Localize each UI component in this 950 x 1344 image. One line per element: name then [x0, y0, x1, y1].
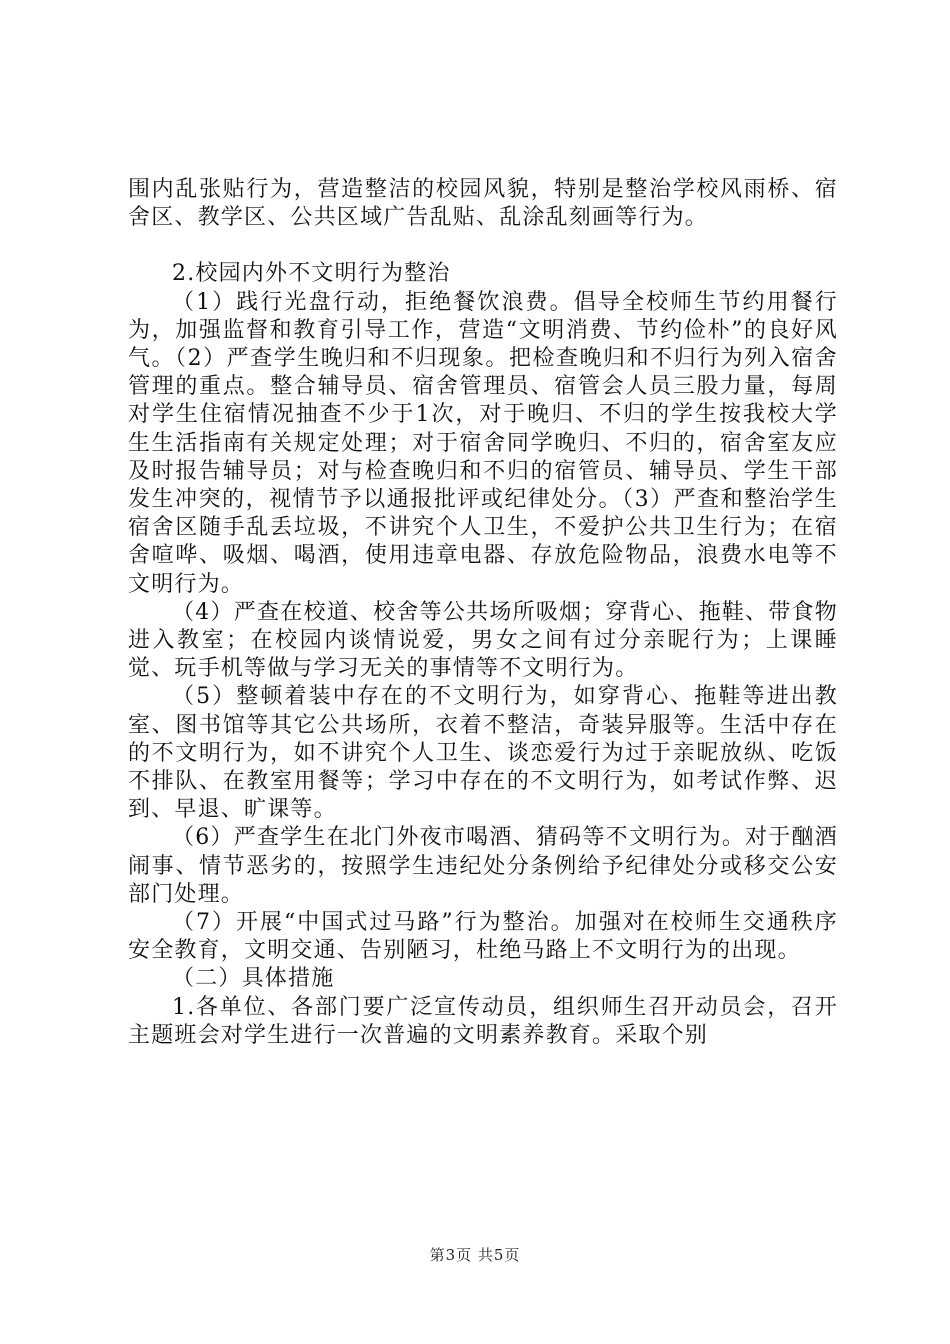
document-body	[128, 176, 838, 1050]
paragraph-measure-1: 1.各单位、各部门要广泛宣传动员，组织师生召开动员会，召开主题班会对学生进行一次普遍的文明素养教育。采取个别	[128, 994, 838, 1048]
subsection-heading: （二）具体措施	[172, 966, 335, 992]
paragraph-continuation: 围内乱张贴行为，营造整洁的校园风貌，特别是整治学校风雨桥、宿舍区、教学区、公共区域广告乱贴、乱涂乱刻画等行为。	[128, 177, 838, 231]
paragraph-item-6: （6）严查学生在北门外夜市喝酒、猜码等不文明行为。对于酗酒闹事、情节恶劣的，按照学生违纪处分条例给予纪律处分或移交公安部门处理。	[128, 825, 838, 907]
paragraph-item-5: （5）整顿着装中存在的不文明行为，如穿背心、拖鞋等进出教室、图书馆等其它公共场所，衣着不整洁，奇装异服等。生活中存在的不文明行为，如不讲究个人卫生、谈恋爱行为过于亲昵放纵、吃饭不排队、在教室用餐等；学习中存在的不文明行为，如考试作弊、迟到、早退、旷课等。	[128, 684, 838, 823]
paragraph-item-7: （7）开展“中国式过马路”行为整治。加强对在校师生交通秩序安全教育，文明交通、告别陋习，杜绝马路上不文明行为的出现。	[128, 910, 838, 964]
paragraph-item-1-3: （1）践行光盘行动，拒绝餐饮浪费。倡导全校师生节约用餐行为，加强监督和教育引导工作，营造“文明消费、节约俭朴”的良好风气。（2）严查学生晚归和不归现象。把检查晚归和不归行为列入宿舍管理的重点。整合辅导员、宿舍管理员、宿管会人员三股力量，每周对学生住宿情况抽查不少于1次，对于晚归、不归的学生按我校大学生生活指南有关规定处理；对于宿舍同学晚归、不归的，宿舍室友应及时报告辅导员；对与检查晚归和不归的宿管员、辅导员、学生干部发生冲突的，视情节予以通报批评或纪律处分。（3）严查和整治学生宿舍区随手乱丢垃圾，不讲究个人卫生，不爱护公共卫生行为；在宿舍喧哗、吸烟、喝酒，使用违章电器、存放危险物品，浪费水电等不文明行为。	[128, 289, 838, 597]
paragraph-item-4: （4）严查在校道、校舍等公共场所吸烟；穿背心、拖鞋、带食物进入教室；在校园内谈情说爱，男女之间有过分亲昵行为；上课睡觉、玩手机等做与学习无关的事情等不文明行为。	[128, 599, 838, 682]
page-number-footer: 第3页 共5页	[429, 1246, 521, 1264]
section-heading: 2.校园内外不文明行为整治	[172, 261, 451, 287]
